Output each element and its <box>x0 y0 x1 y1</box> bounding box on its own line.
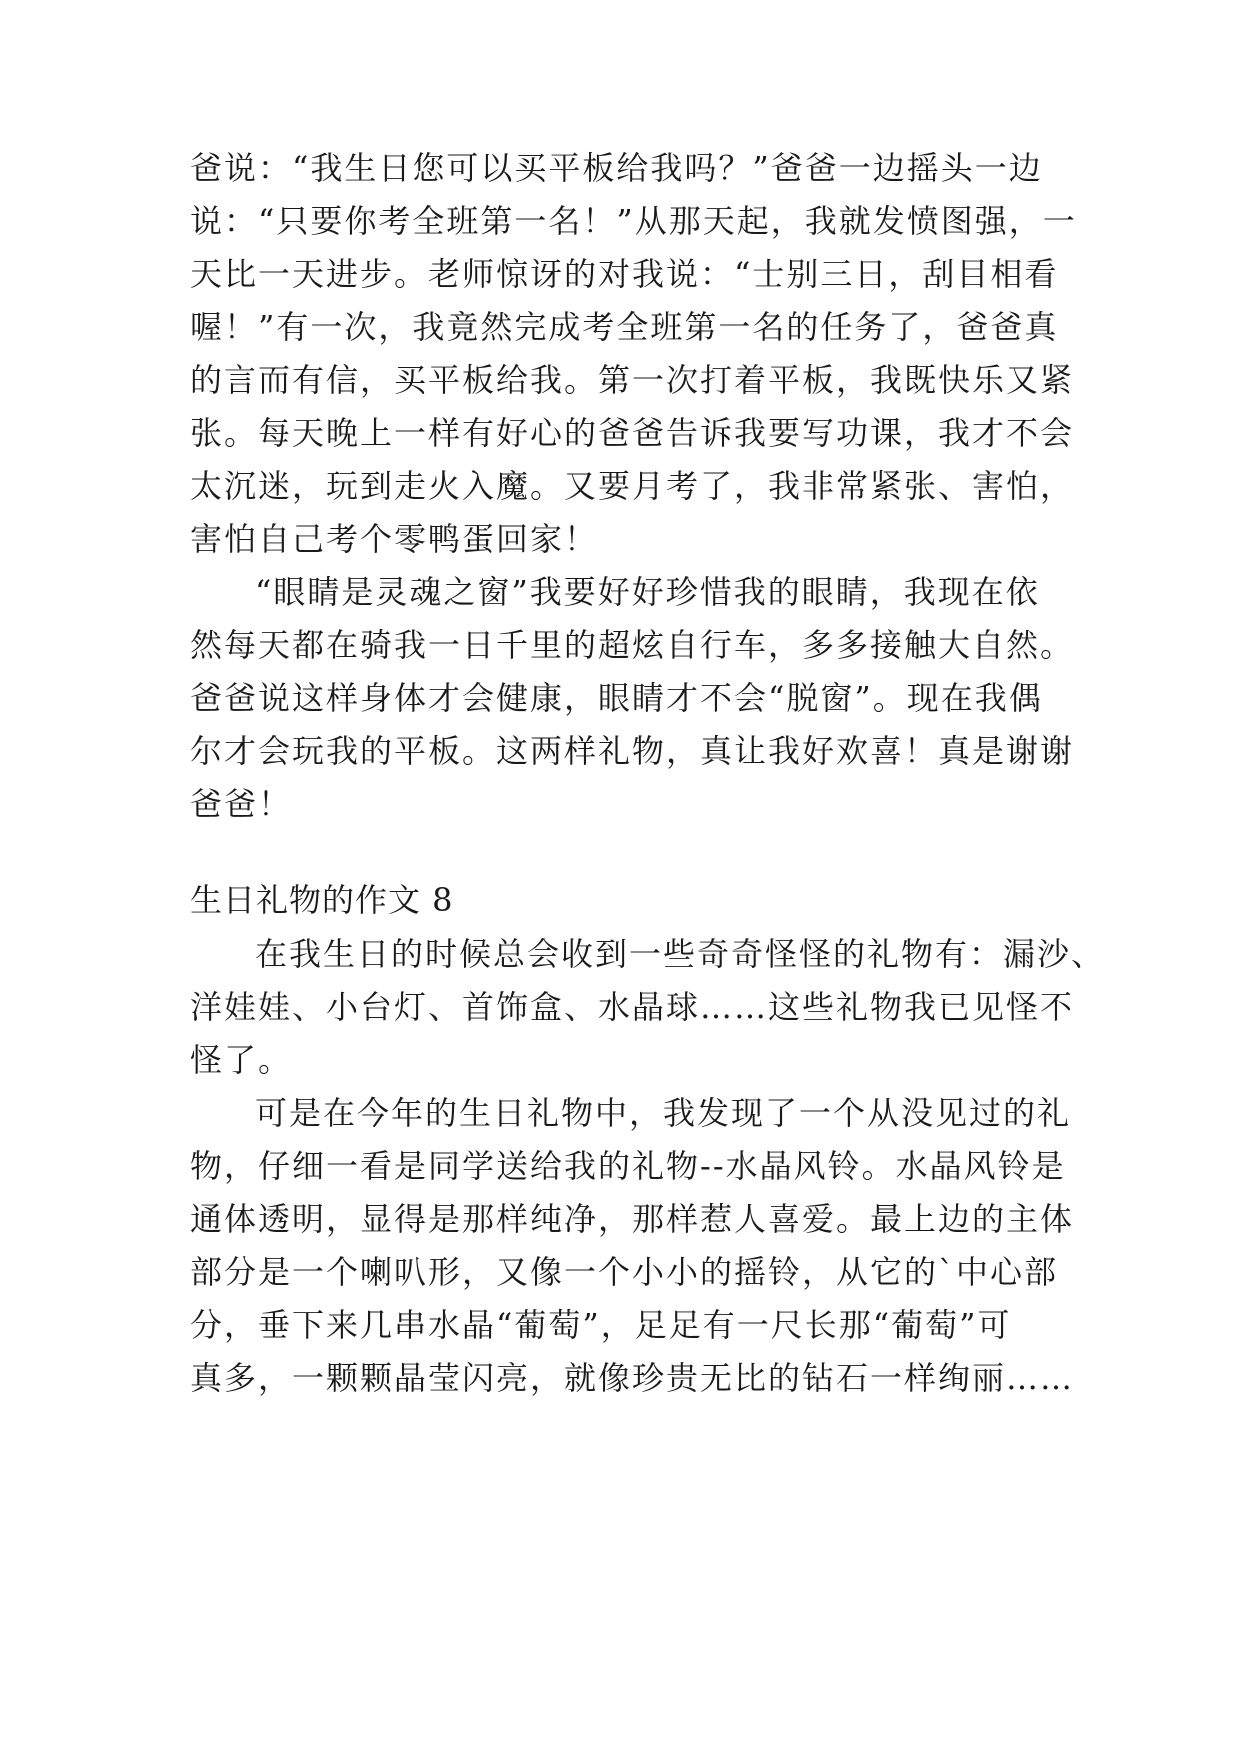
paragraph-1-line-6: 张。每天晚上一样有好心的爸爸告诉我要写功课，我才不会 <box>190 414 1075 452</box>
paragraph-1-line-7: 太沉迷，玩到走火入魔。又要月考了，我非常紧张、害怕， <box>190 467 1075 505</box>
paragraph-4-line-4: 部分是一个喇叭形，又像一个小小的摇铃，从它的`中心部 <box>190 1253 1059 1291</box>
paragraph-3-line-2: 洋娃娃、小台灯、首饰盒、水晶球……这些礼物我已见怪不 <box>190 988 1075 1026</box>
paragraph-4-line-2: 物，仔细一看是同学送给我的礼物--水晶风铃。水晶风铃是 <box>190 1147 1066 1185</box>
paragraph-3-line-3: 怪了。 <box>190 1041 293 1079</box>
paragraph-2-line-3: 爸爸说这样身体才会健康，眼睛才不会“脱窗”。现在我偶 <box>190 679 1043 717</box>
paragraph-2-line-1: “眼睛是灵魂之窗”我要好好珍惜我的眼睛，我现在依 <box>255 573 1040 611</box>
paragraph-4-line-1: 可是在今年的生日礼物中，我发现了一个从没见过的礼 <box>255 1094 1072 1132</box>
paragraph-4-line-3: 通体透明，显得是那样纯净，那样惹人喜爱。最上边的主体 <box>190 1200 1075 1238</box>
paragraph-4-line-6: 真多，一颗颗晶莹闪亮，就像珍贵无比的钻石一样绚丽…… <box>190 1359 1075 1397</box>
paragraph-4-line-5: 分，垂下来几串水晶“葡萄”，足足有一尺长那“葡萄”可 <box>190 1306 1012 1344</box>
paragraph-2-line-5: 爸爸！ <box>190 785 293 823</box>
paragraph-1-line-2: 说：“只要你考全班第一名！”从那天起，我就发愤图强，一 <box>190 202 1077 240</box>
paragraph-1-line-5: 的言而有信，买平板给我。第一次打着平板，我既快乐又紧 <box>190 361 1075 399</box>
section-title: 生日礼物的作文 8 <box>190 881 454 919</box>
paragraph-2-line-4: 尔才会玩我的平板。这两样礼物，真让我好欢喜！真是谢谢 <box>190 732 1075 770</box>
paragraph-1-line-4: 喔！”有一次，我竟然完成考全班第一名的任务了，爸爸真 <box>190 308 1059 346</box>
paragraph-1-line-8: 害怕自己考个零鸭蛋回家！ <box>190 520 599 558</box>
paragraph-1-line-3: 天比一天进步。老师惊讶的对我说：“士别三日，刮目相看 <box>190 255 1059 293</box>
paragraph-1-line-1: 爸说：“我生日您可以买平板给我吗？”爸爸一边摇头一边 <box>190 149 1043 187</box>
paragraph-2-line-2: 然每天都在骑我一日千里的超炫自行车，多多接触大自然。 <box>190 626 1075 664</box>
paragraph-3-line-1: 在我生日的时候总会收到一些奇奇怪怪的礼物有：漏沙、 <box>255 935 1106 973</box>
